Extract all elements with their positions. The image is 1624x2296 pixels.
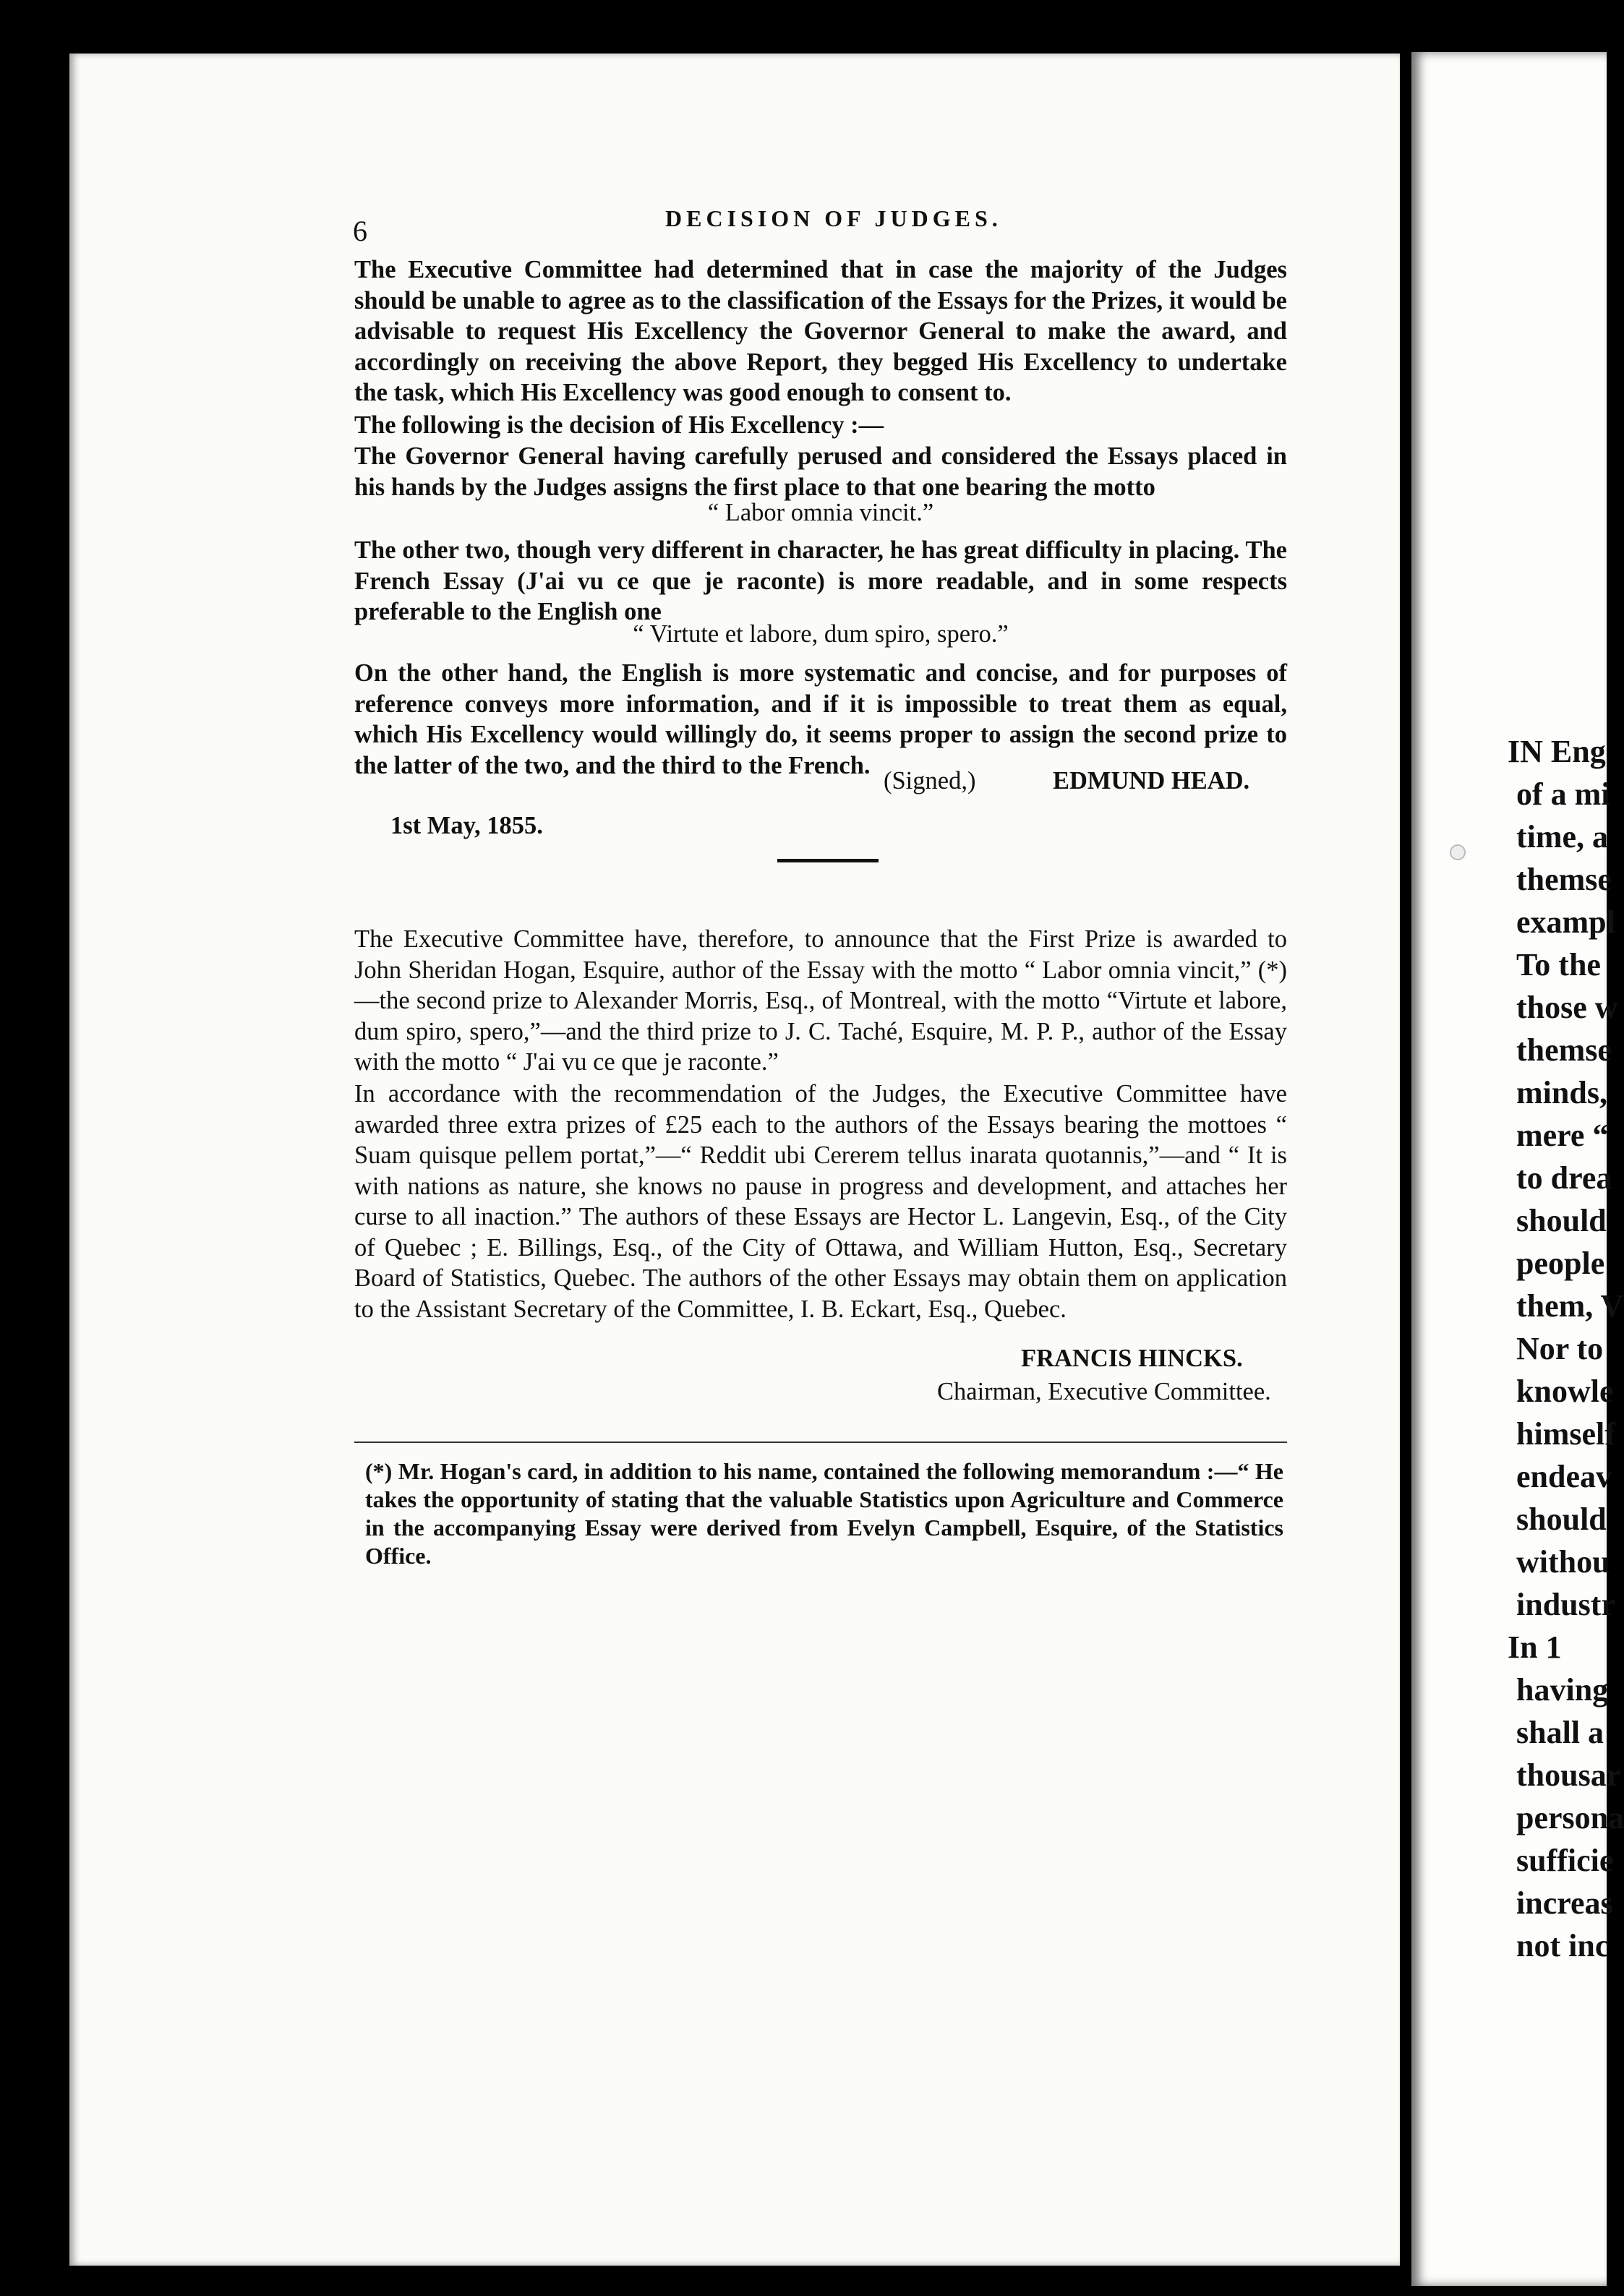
- right-page-line: persona: [1516, 1800, 1624, 1835]
- right-page-line: himself: [1516, 1416, 1615, 1452]
- date-line: 1st May, 1855.: [390, 812, 543, 839]
- paragraph-committee-determination: The Executive Committee had determined that in case the majority of the Judges should be unable to agree as to the classification of the Essays for the Prizes, it would be advisable to request His Excellency the Governor General to make the award, and accordingly on receiving the above Report, they begged His Excellency to undertake the task, which His Excellency was good enough to consent to.: [354, 256, 1287, 406]
- motto-labor: “ Labor omnia vincit.”: [707, 499, 934, 526]
- right-page-line: minds,: [1516, 1075, 1607, 1110]
- right-page-line: shall a: [1516, 1715, 1604, 1750]
- right-page-line: industr: [1516, 1587, 1615, 1622]
- motto-virtute: “ Virtute et labore, dum spiro, spero.”: [633, 620, 1009, 648]
- right-page-line: those w: [1516, 990, 1618, 1025]
- paragraph-extra-prizes: In accordance with the recommendation of the Judges, the Executive Committee have awarded three extra prizes of £25 each to the authors of the Essays bearing the mottoes “ Suam quisque pellem portat,”—“ Reddit ubi Cererem tellus inarata quotannis,”—and “ It is with nations as nature, she knows no pause in progress and development, and attaches her curse to all inaction.” The authors of these Essays are Hector L. Langevin, Esq., of the City of Quebec ; E. Billings, Esq., of the City of Ottawa, and William Hutton, Esq., Secretary Board of Statistics, Quebec. The authors of the other Essays may obtain them on application to the Assistant Secretary of the Committee, I. B. Eckart, Esq., Quebec.: [354, 1080, 1287, 1323]
- paragraph-other-two: The other two, though very different in character, he has great difficulty in placing. The French Essay (J'ai vu ce que je raconte) is more readable, and in some respects preferable to the English one: [354, 536, 1287, 625]
- signature-francis-hincks: FRANCIS HINCKS.: [1021, 1345, 1243, 1372]
- right-page-line: themse: [1516, 1032, 1612, 1068]
- right-page-line: sufficie: [1516, 1843, 1614, 1878]
- paragraph-governor-decision: The Governor General having carefully perused and considered the Essays placed in his hands by the Judges assigns the first place to that one bearing the motto: [354, 442, 1287, 501]
- right-page-line: exampl: [1516, 904, 1615, 940]
- right-page-line: withou: [1516, 1544, 1610, 1580]
- right-page-line: should: [1516, 1203, 1607, 1238]
- page-number: 6: [353, 215, 367, 247]
- right-page-line: knowle: [1516, 1374, 1614, 1409]
- paragraph-decision-intro: The following is the decision of His Excellency :—: [354, 411, 884, 439]
- paragraph-other-hand: On the other hand, the English is more systematic and concise, and for purposes of reference conveys more information, and if it is impossible to treat them as equal, which His Excellency would willingly do, it seems proper to assign the second prize to the latter of the two, and the third to the French.: [354, 659, 1287, 779]
- paragraph-prize-announcement: The Executive Committee have, therefore, to announce that the First Prize is awarded to John Sheridan Hogan, Esquire, author of the Essay with the motto “ Labor omnia vincit,” (*)—the second prize to Alexander Morris, Esq., of Montreal, with the motto “Virtute et labore, dum spiro, spero,”—and the third prize to J. C. Taché, Esquire, M. P. P., author of the Essay with the motto “ J'ai vu ce que je raconte.”: [354, 925, 1287, 1076]
- signature-edmund-head: EDMUND HEAD.: [1053, 767, 1250, 794]
- signed-label: (Signed,): [884, 767, 976, 794]
- section-divider: [777, 859, 879, 862]
- right-page-line: thousar: [1516, 1757, 1621, 1793]
- binding-hole-mark: [1450, 844, 1466, 860]
- signature-title: Chairman, Executive Committee.: [937, 1378, 1271, 1405]
- right-page-line: To the: [1516, 947, 1601, 982]
- right-page-line: time, a: [1516, 819, 1609, 854]
- right-page-line: Nor to: [1516, 1331, 1604, 1366]
- right-page-line: In 1: [1508, 1629, 1562, 1665]
- right-page-line: should: [1516, 1502, 1607, 1537]
- right-page-line: to drea: [1516, 1160, 1612, 1196]
- right-page-line: themse: [1516, 862, 1612, 897]
- right-page-line: having: [1516, 1672, 1609, 1708]
- right-page-line: people: [1516, 1246, 1605, 1281]
- footnote-rule: [354, 1442, 1287, 1443]
- right-page-line: endeav: [1516, 1459, 1612, 1494]
- right-page-line: not inc: [1516, 1928, 1610, 1963]
- right-page-line: mere “: [1516, 1118, 1609, 1153]
- right-page-line: of a mi: [1516, 776, 1610, 812]
- right-page-line: increas: [1516, 1885, 1613, 1921]
- right-page-line: IN Eng: [1508, 734, 1606, 769]
- right-page-line: them, V: [1516, 1288, 1624, 1324]
- footnote: (*) Mr. Hogan's card, in addition to his name, contained the following memorandum :—“ He takes the opportunity of stating that the valuable Statistics upon Agriculture and Commerce in the accompanying Essay were derived from Evelyn Campbell, Esquire, of the Statistics Office.: [365, 1458, 1283, 1569]
- running-head: DECISION OF JUDGES.: [665, 205, 1002, 231]
